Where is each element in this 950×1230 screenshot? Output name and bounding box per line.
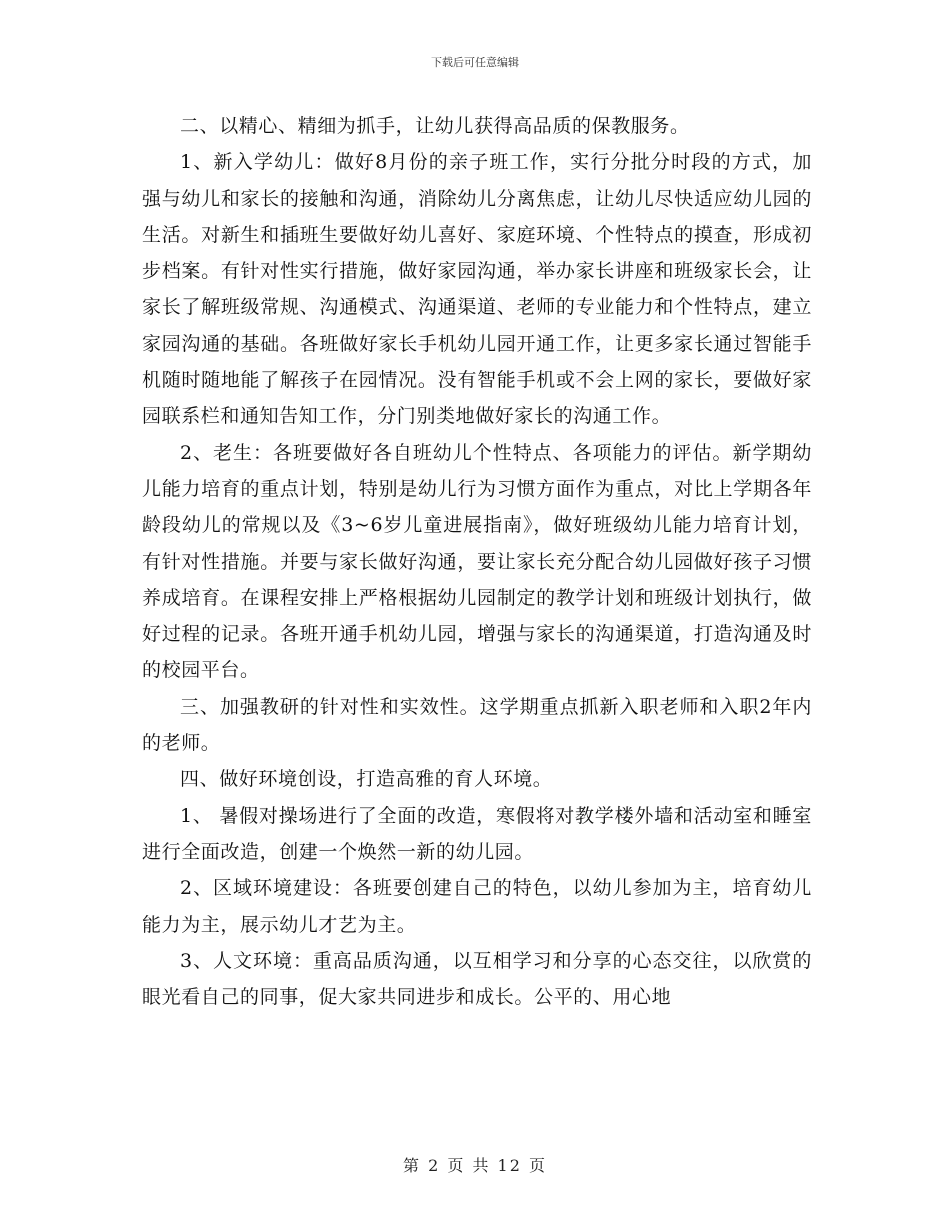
paragraph-old-students: 2、老生：各班要做好各自班幼儿个性特点、各项能力的评估。新学期幼儿能力培育的重点计划，特别是幼儿行为习惯方面作为重点，对比上学期各年龄段幼儿的常规以及《3~6岁儿童进展指南》，做好班级幼儿能力培育计划，有针对性措施。并要与家长做好沟通，要让家长充分配合幼儿园做好孩子习惯养成培育。在课程安排上严格根据幼儿园制定的教学计划和班级计划执行，做好过程的记录。各班开通手机幼儿园，增强与家长的沟通渠道，打造沟通及时的校园平台。 (142, 441, 812, 682)
paragraph-renovation: 1、 暑假对操场进行了全面的改造，寒假将对教学楼外墙和活动室和睡室进行全面改造，创建一个焕然一新的幼儿园。 (142, 804, 812, 863)
paragraph-humanistic-environment: 3、人文环境：重高品质沟通，以互相学习和分享的心态交往，以欣赏的眼光看自己的同事，促大家共同进步和成长。公平的、用心地 (142, 949, 812, 1009)
document-body (142, 108, 812, 1015)
section-heading-2: 二、以精心、精细为抓手，让幼儿获得高品质的保教服务。 (180, 115, 690, 137)
paragraph-new-students: 1、新入学幼儿：做好8月份的亲子班工作，实行分批分时段的方式，加强与幼儿和家长的接触和沟通，消除幼儿分离焦虑，让幼儿尽快适应幼儿园的生活。对新生和插班生要做好幼儿喜好、家庭环境、个性特点的摸查，形成初步档案。有针对性实行措施，做好家园沟通，举办家长讲座和班级家长会，让家长了解班级常规、沟通模式、沟通渠道、老师的专业能力和个性特点，建立家园沟通的基础。各班做好家长手机幼儿园开通工作，让更多家长通过智能手机随时随地能了解孩子在园情况。没有智能手机或不会上网的家长，要做好家园联系栏和通知告知工作，分门别类地做好家长的沟通工作。 (142, 151, 812, 428)
section-heading-4: 四、做好环境创设，打造高雅的育人环境。 (180, 768, 553, 791)
section-heading-3: 三、加强教研的针对性和实效性。这学期重点抓新入职老师和入职2年内的老师。 (142, 695, 812, 755)
page-header: 下载后可任意编辑 (431, 56, 519, 69)
page-number: 第 2 页 共 12 页 (403, 1156, 547, 1175)
paragraph-area-environment: 2、区域环境建设：各班要创建自己的特色，以幼儿参加为主，培育幼儿能力为主，展示幼儿才艺为主。 (142, 877, 812, 936)
